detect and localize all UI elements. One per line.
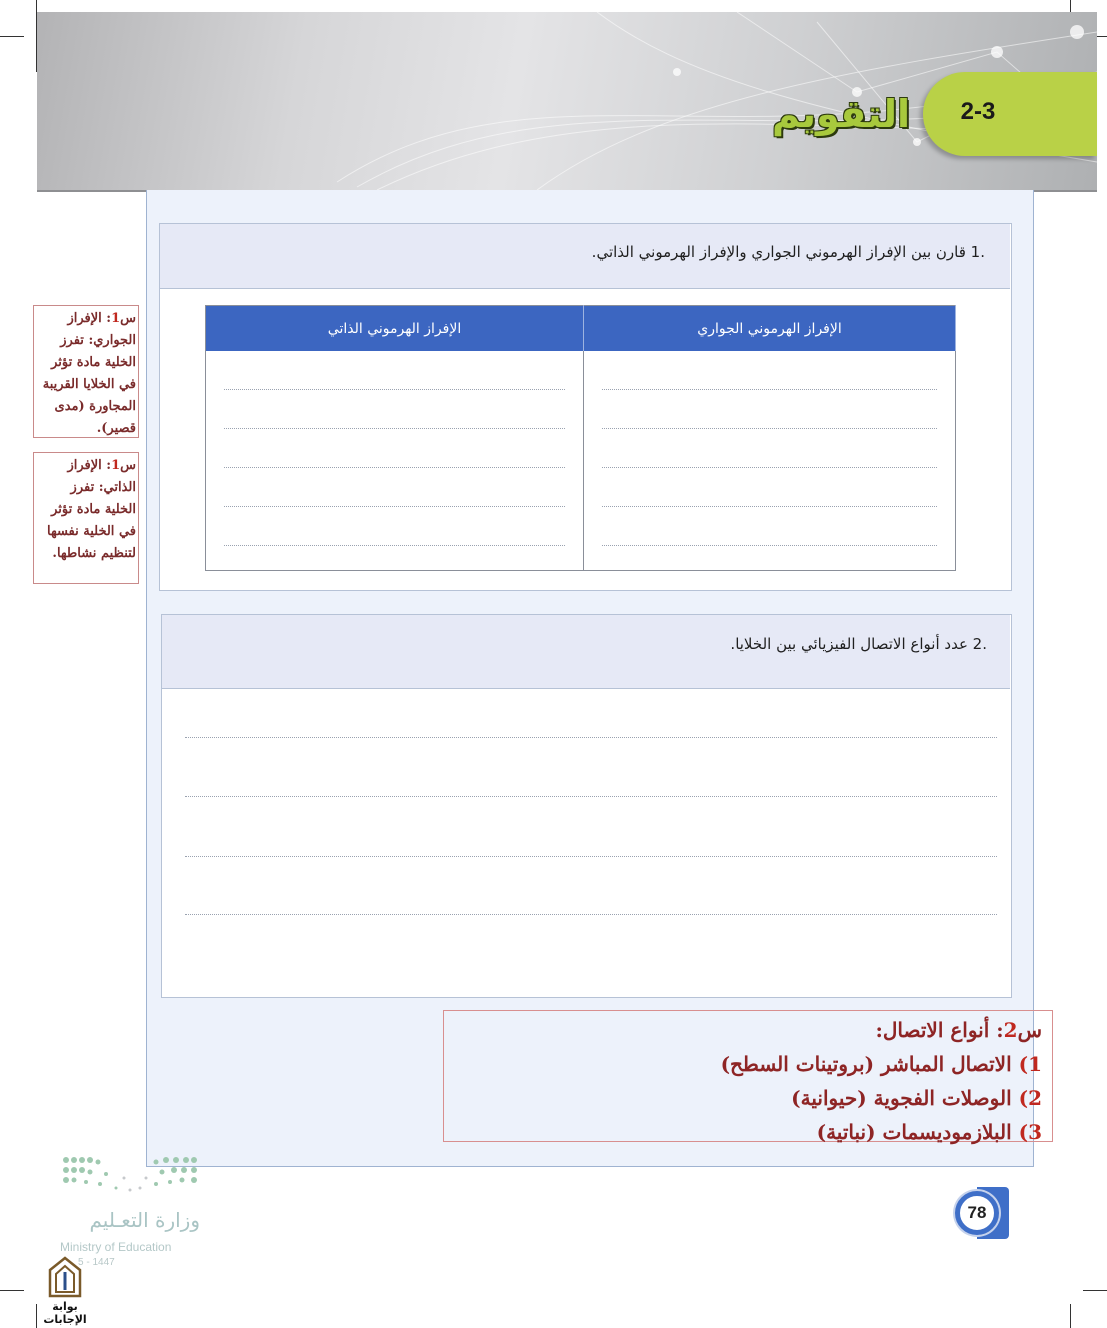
answer-line (602, 507, 937, 546)
ministry-name-arabic: وزارة التعـليم (89, 1208, 200, 1232)
ministry-name-english: Ministry of Education (60, 1240, 172, 1254)
answer-line[interactable] (185, 914, 997, 915)
answer-line (224, 351, 565, 390)
answer-line (224, 390, 565, 429)
note-body: تفرز الخلية مادة تؤثر في الخلايا القريبة المجاورة (مدى قصير). (42, 333, 136, 436)
ministry-logo-icon (60, 1152, 200, 1198)
answer-line (602, 429, 937, 468)
answer-q-label: س (1017, 1018, 1042, 1042)
answer-line (224, 468, 565, 507)
note-q-number: 1 (111, 311, 121, 326)
section-title: التقويم (771, 92, 910, 136)
answer-title: : أنواع الاتصال: (875, 1018, 1004, 1042)
note-paracrine (33, 305, 139, 438)
answer-item-text: البلازموديسمات (نباتية) (816, 1120, 1019, 1144)
answer-2-box (443, 1010, 1053, 1142)
answer-cell-paracrine[interactable] (584, 351, 956, 571)
answer-item-number: 3) (1018, 1120, 1042, 1144)
site-logo-icon (44, 1256, 86, 1300)
note-q-number: 1 (111, 458, 121, 473)
answer-item-number: 1) (1018, 1052, 1042, 1076)
answer-line (602, 390, 937, 429)
answer-line (224, 507, 565, 546)
answer-line (602, 351, 937, 390)
answer-item-text: الاتصال المباشر (بروتينات السطح) (720, 1052, 1019, 1076)
note-title: : الإفراز الجواري: (67, 311, 136, 348)
table-header-left: الإفراز الهرموني الذاتي (206, 306, 584, 352)
answer-line (224, 429, 565, 468)
site-name: بوابة الإجابات (43, 1300, 87, 1326)
answer-cell-autocrine[interactable] (206, 351, 584, 571)
note-q-label: س (120, 458, 136, 473)
edition-year: 5 - 1447 (78, 1257, 115, 1268)
answer-item-number: 2) (1018, 1086, 1042, 1110)
page-number-badge (947, 1185, 1011, 1241)
question-2-text: .2 عدد أنواع الاتصال الفيزيائي بين الخلايا. (730, 635, 987, 653)
note-title: : الإفراز الذاتي: (67, 458, 136, 495)
table-header-right: الإفراز الهرموني الجواري (584, 306, 956, 352)
note-q-label: س (120, 311, 136, 326)
answer-item (444, 1081, 1042, 1115)
section-number: 2-3 (960, 98, 996, 125)
answer-line[interactable] (185, 737, 997, 738)
answer-item (444, 1115, 1042, 1149)
answer-2-title-line (444, 1013, 1042, 1047)
page-number: 78 (955, 1191, 999, 1235)
answer-line[interactable] (185, 796, 997, 797)
note-autocrine (33, 452, 139, 584)
note-body: تفرز الخلية مادة تؤثر في الخلية نفسها لتنظيم نشاطها. (46, 480, 136, 561)
question-1-text: .1 قارن بين الإفراز الهرموني الجواري والإفراز الهرموني الذاتي. (591, 243, 985, 261)
answer-item-text: الوصلات الفجوية (حيوانية) (791, 1086, 1019, 1110)
answer-line (602, 468, 937, 507)
comparison-table (205, 305, 956, 571)
answer-q-number: 2 (1003, 1018, 1018, 1042)
answer-line[interactable] (185, 856, 997, 857)
answer-item (444, 1047, 1042, 1081)
